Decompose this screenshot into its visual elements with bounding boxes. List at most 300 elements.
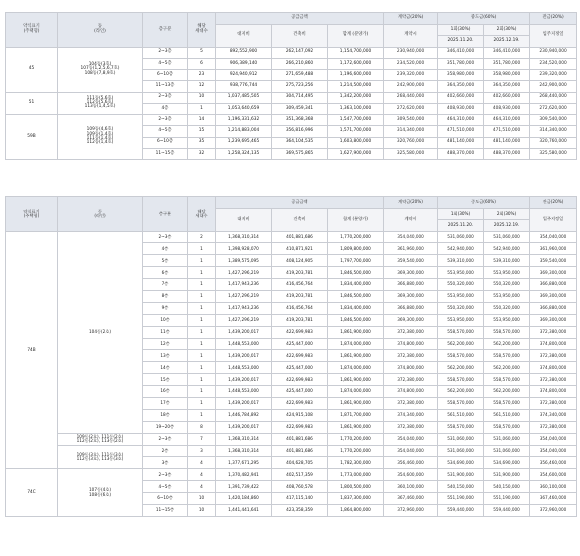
deposit-cell: 354,040,000 xyxy=(384,433,438,445)
interim1-cell: 481,140,000 xyxy=(438,137,484,148)
balance-cell: 354,040,000 xyxy=(530,231,577,243)
building-cost-cell: 401,881,686 xyxy=(272,433,328,445)
land-cost-cell: 1,439,200,017 xyxy=(216,421,272,433)
interim2-cell: 562,200,000 xyxy=(484,338,530,350)
land-cost-cell: 1,427,296,219 xyxy=(216,314,272,326)
interim1-cell: 559,440,000 xyxy=(438,504,484,516)
building-cost-cell: 364,104,535 xyxy=(272,137,328,148)
interim1-cell: 562,200,000 xyxy=(438,386,484,398)
interim2-cell: 562,200,000 xyxy=(484,362,530,374)
building-cost-cell: 271,659,488 xyxy=(272,70,328,81)
deposit-cell: 309,540,000 xyxy=(384,115,438,126)
units-cell: 35 xyxy=(188,137,216,148)
balance-cell: 372,960,000 xyxy=(530,504,577,516)
units-cell: 4 xyxy=(188,457,216,469)
deposit-cell: 268,440,000 xyxy=(384,92,438,103)
units-cell: 1 xyxy=(188,267,216,279)
header-floor: 층구분 xyxy=(143,197,188,232)
interim2-cell: 531,060,000 xyxy=(484,433,530,445)
deposit-cell: 366,880,000 xyxy=(384,279,438,291)
land-cost-cell: 1,368,310,314 xyxy=(216,445,272,457)
floor-cell: 15층 xyxy=(143,374,188,386)
balance-cell: 360,100,000 xyxy=(530,481,577,493)
building-cost-cell: 266,210,860 xyxy=(272,58,328,69)
interim1-cell: 358,980,000 xyxy=(438,70,484,81)
interim1-cell: 561,510,000 xyxy=(438,409,484,421)
units-cell: 1 xyxy=(188,103,216,114)
floor-cell: 6~10층 xyxy=(143,137,188,148)
header-interim2-date: 2025.12.19. xyxy=(484,220,530,232)
interim2-cell: 540,150,000 xyxy=(484,481,530,493)
total-price-cell: 1,571,700,000 xyxy=(328,126,384,137)
floor-cell: 4층 xyxy=(143,103,188,114)
floor-cell: 11~15층 xyxy=(143,148,188,159)
land-cost-cell: 1,368,310,314 xyxy=(216,231,272,243)
building-cost-cell: 423,358,359 xyxy=(272,504,328,516)
building-cost-cell: 404,628,705 xyxy=(272,457,328,469)
land-cost-cell: 1,448,553,000 xyxy=(216,338,272,350)
table-row xyxy=(6,47,577,58)
units-cell: 10 xyxy=(188,92,216,103)
dong-cell: 109동(3호), 111동(3호) 112동(3호), 113동(3호) xyxy=(58,445,143,469)
balance-cell: 366,880,000 xyxy=(530,302,577,314)
deposit-cell: 360,100,000 xyxy=(384,481,438,493)
building-cost-cell: 419,203,781 xyxy=(272,314,328,326)
deposit-cell: 320,760,000 xyxy=(384,137,438,148)
deposit-cell: 354,040,000 xyxy=(384,231,438,243)
interim2-cell: 558,570,000 xyxy=(484,326,530,338)
header-interim1: 1회(30%) xyxy=(438,24,484,36)
total-price-cell: 1,773,000,000 xyxy=(328,469,384,481)
building-cost-cell: 422,699,983 xyxy=(272,350,328,362)
total-price-cell: 1,871,700,000 xyxy=(328,409,384,421)
header-deposit-sub: 계약시 xyxy=(384,24,438,47)
balance-cell: 374,800,000 xyxy=(530,338,577,350)
interim1-cell: 553,950,000 xyxy=(438,267,484,279)
land-cost-cell: 1,239,695,465 xyxy=(216,137,272,148)
table-row xyxy=(6,445,577,457)
header-interim: 중도금(60%) xyxy=(438,13,530,25)
building-cost-cell: 309,459,341 xyxy=(272,103,328,114)
building-cost-cell: 422,699,983 xyxy=(272,421,328,433)
interim1-cell: 351,780,000 xyxy=(438,58,484,69)
deposit-cell: 239,320,000 xyxy=(384,70,438,81)
total-price-cell: 1,846,500,000 xyxy=(328,314,384,326)
total-price-cell: 1,861,900,000 xyxy=(328,374,384,386)
balance-cell: 361,960,000 xyxy=(530,243,577,255)
deposit-cell: 372,380,000 xyxy=(384,350,438,362)
dong-cell: 109동(2호), 111동(2호) 112동(2호), 113동(2호) xyxy=(58,433,143,445)
land-cost-cell: 1,037,485,505 xyxy=(216,92,272,103)
balance-cell: 374,800,000 xyxy=(530,362,577,374)
interim2-cell: 464,310,000 xyxy=(484,115,530,126)
floor-cell: 11층 xyxy=(143,326,188,338)
deposit-cell: 374,800,000 xyxy=(384,338,438,350)
header-deposit: 계약금(20%) xyxy=(384,197,438,209)
land-cost-cell: 1,196,331,632 xyxy=(216,115,272,126)
header-balance-sub: 입주지정일 xyxy=(530,208,577,231)
land-cost-cell: 1,439,200,017 xyxy=(216,397,272,409)
interim2-cell: 558,570,000 xyxy=(484,374,530,386)
price-table-2 xyxy=(5,196,577,517)
building-cost-cell: 425,447,000 xyxy=(272,386,328,398)
header-interim1: 1회(30%) xyxy=(438,208,484,220)
interim2-cell: 402,660,000 xyxy=(484,92,530,103)
header-interim1-date: 2025.11.20. xyxy=(438,220,484,232)
deposit-cell: 372,380,000 xyxy=(384,374,438,386)
interim2-cell: 408,930,000 xyxy=(484,103,530,114)
dong-cell: 111동(5,6호) 112동(5,6호) 113동(1,4,5호) xyxy=(58,92,143,115)
balance-cell: 239,320,000 xyxy=(530,70,577,81)
balance-cell: 372,380,000 xyxy=(530,397,577,409)
units-cell: 1 xyxy=(188,350,216,362)
price-table-1 xyxy=(5,12,577,160)
building-cost-cell: 262,147,092 xyxy=(272,47,328,58)
balance-cell: 325,580,000 xyxy=(530,148,577,159)
interim1-cell: 531,060,000 xyxy=(438,231,484,243)
interim1-cell: 558,570,000 xyxy=(438,326,484,338)
total-price-cell: 1,874,000,000 xyxy=(328,338,384,350)
table-2-body xyxy=(6,231,577,516)
units-cell: 2 xyxy=(188,231,216,243)
building-cost-cell: 425,447,000 xyxy=(272,362,328,374)
total-price-cell: 1,874,000,000 xyxy=(328,386,384,398)
units-cell: 10 xyxy=(188,504,216,516)
building-cost-cell: 369,575,865 xyxy=(272,148,328,159)
dong-cell: 104동(2호) xyxy=(58,231,143,433)
building-cost-cell: 356,816,996 xyxy=(272,126,328,137)
units-cell: 1 xyxy=(188,397,216,409)
floor-cell: 12층 xyxy=(143,338,188,350)
interim2-cell: 471,510,000 xyxy=(484,126,530,137)
total-price-cell: 1,861,900,000 xyxy=(328,350,384,362)
balance-cell: 369,300,000 xyxy=(530,314,577,326)
floor-cell: 13층 xyxy=(143,350,188,362)
interim2-cell: 553,950,000 xyxy=(484,314,530,326)
land-cost-cell: 1,417,943,236 xyxy=(216,279,272,291)
balance-cell: 354,600,000 xyxy=(530,469,577,481)
interim2-cell: 562,200,000 xyxy=(484,386,530,398)
building-cost-cell: 351,368,368 xyxy=(272,115,328,126)
land-cost-cell: 1,391,739,422 xyxy=(216,481,272,493)
building-cost-cell: 417,115,140 xyxy=(272,493,328,505)
header-land: 대지비 xyxy=(216,208,272,231)
deposit-cell: 369,300,000 xyxy=(384,267,438,279)
deposit-cell: 369,300,000 xyxy=(384,314,438,326)
building-cost-cell: 419,203,781 xyxy=(272,290,328,302)
interim1-cell: 553,950,000 xyxy=(438,314,484,326)
building-cost-cell: 304,714,495 xyxy=(272,92,328,103)
floor-cell: 6~10층 xyxy=(143,493,188,505)
header-balance: 잔금(20%) xyxy=(530,197,577,209)
units-cell: 1 xyxy=(188,326,216,338)
land-cost-cell: 1,377,671,295 xyxy=(216,457,272,469)
deposit-cell: 354,600,000 xyxy=(384,469,438,481)
units-cell: 4 xyxy=(188,481,216,493)
floor-cell: 3층 xyxy=(143,457,188,469)
table-row xyxy=(6,433,577,445)
land-cost-cell: 1,389,575,095 xyxy=(216,255,272,267)
total-price-cell: 1,834,400,000 xyxy=(328,279,384,291)
total-price-cell: 1,874,000,000 xyxy=(328,362,384,374)
interim1-cell: 534,690,000 xyxy=(438,457,484,469)
deposit-cell: 354,040,000 xyxy=(384,445,438,457)
header-dong: 동 (라인) xyxy=(58,13,143,48)
units-cell: 1 xyxy=(188,302,216,314)
header-interim: 중도금(60%) xyxy=(438,197,530,209)
units-cell: 3 xyxy=(188,445,216,457)
balance-cell: 230,940,000 xyxy=(530,47,577,58)
total-price-cell: 1,800,500,000 xyxy=(328,481,384,493)
total-price-cell: 1,834,400,000 xyxy=(328,302,384,314)
land-cost-cell: 1,427,296,219 xyxy=(216,290,272,302)
units-cell: 1 xyxy=(188,409,216,421)
interim2-cell: 358,980,000 xyxy=(484,70,530,81)
interim1-cell: 550,320,000 xyxy=(438,279,484,291)
balance-cell: 372,380,000 xyxy=(530,350,577,362)
interim1-cell: 540,150,000 xyxy=(438,481,484,493)
land-cost-cell: 1,420,184,860 xyxy=(216,493,272,505)
dong-cell: 104동(3호) 107동(1,2,5,6,7호) 108동(7,8,9호) xyxy=(58,47,143,92)
land-cost-cell: 1,446,784,892 xyxy=(216,409,272,421)
total-price-cell: 1,770,200,000 xyxy=(328,433,384,445)
total-price-cell: 1,342,200,000 xyxy=(328,92,384,103)
interim1-cell: 550,320,000 xyxy=(438,302,484,314)
total-price-cell: 1,861,900,000 xyxy=(328,326,384,338)
total-price-cell: 1,547,700,000 xyxy=(328,115,384,126)
deposit-cell: 272,620,000 xyxy=(384,103,438,114)
header-interim2: 2회(30%) xyxy=(484,208,530,220)
building-cost-cell: 402,517,359 xyxy=(272,469,328,481)
units-cell: 8 xyxy=(188,421,216,433)
balance-cell: 242,900,000 xyxy=(530,81,577,92)
interim1-cell: 562,200,000 xyxy=(438,362,484,374)
floor-cell: 9층 xyxy=(143,302,188,314)
header-building: 건축비 xyxy=(272,208,328,231)
interim2-cell: 346,410,000 xyxy=(484,47,530,58)
balance-cell: 369,300,000 xyxy=(530,290,577,302)
interim1-cell: 562,200,000 xyxy=(438,338,484,350)
type-cell: 74B xyxy=(6,231,58,469)
balance-cell: 234,520,000 xyxy=(530,58,577,69)
total-price-cell: 1,363,100,000 xyxy=(328,103,384,114)
header-interim2-date: 2025.12.19. xyxy=(484,36,530,48)
table-row xyxy=(6,231,577,243)
interim2-cell: 488,370,000 xyxy=(484,148,530,159)
floor-cell: 2~3층 xyxy=(143,47,188,58)
interim1-cell: 364,350,000 xyxy=(438,81,484,92)
units-cell: 1 xyxy=(188,386,216,398)
land-cost-cell: 1,448,553,000 xyxy=(216,362,272,374)
deposit-cell: 372,380,000 xyxy=(384,421,438,433)
balance-cell: 314,340,000 xyxy=(530,126,577,137)
interim1-cell: 471,510,000 xyxy=(438,126,484,137)
table-row xyxy=(6,92,577,103)
land-cost-cell: 938,776,744 xyxy=(216,81,272,92)
interim2-cell: 553,950,000 xyxy=(484,290,530,302)
header-deposit-sub: 계약시 xyxy=(384,208,438,231)
total-price-cell: 1,627,900,000 xyxy=(328,148,384,159)
interim1-cell: 488,370,000 xyxy=(438,148,484,159)
land-cost-cell: 1,439,200,017 xyxy=(216,350,272,362)
header-supply-price: 공급금액 xyxy=(216,13,384,25)
header-units: 해당 세대수 xyxy=(188,13,216,48)
land-cost-cell: 1,258,324,135 xyxy=(216,148,272,159)
header-type: 약식표기 (주택형) xyxy=(6,13,58,48)
deposit-cell: 359,540,000 xyxy=(384,255,438,267)
building-cost-cell: 416,456,764 xyxy=(272,279,328,291)
units-cell: 1 xyxy=(188,279,216,291)
interim2-cell: 531,060,000 xyxy=(484,445,530,457)
deposit-cell: 372,380,000 xyxy=(384,397,438,409)
interim2-cell: 542,940,000 xyxy=(484,243,530,255)
deposit-cell: 325,580,000 xyxy=(384,148,438,159)
floor-cell: 11~15층 xyxy=(143,504,188,516)
units-cell: 6 xyxy=(188,58,216,69)
land-cost-cell: 1,053,640,659 xyxy=(216,103,272,114)
units-cell: 1 xyxy=(188,374,216,386)
land-cost-cell: 1,398,928,070 xyxy=(216,243,272,255)
land-cost-cell: 1,370,482,941 xyxy=(216,469,272,481)
interim1-cell: 542,940,000 xyxy=(438,243,484,255)
interim2-cell: 531,060,000 xyxy=(484,231,530,243)
interim1-cell: 531,060,000 xyxy=(438,445,484,457)
deposit-cell: 361,960,000 xyxy=(384,243,438,255)
building-cost-cell: 401,881,686 xyxy=(272,445,328,457)
floor-cell: 4층 xyxy=(143,243,188,255)
floor-cell: 2층 xyxy=(143,445,188,457)
balance-cell: 372,380,000 xyxy=(530,374,577,386)
interim1-cell: 539,310,000 xyxy=(438,255,484,267)
type-cell: 59B xyxy=(6,115,58,160)
balance-cell: 268,440,000 xyxy=(530,92,577,103)
units-cell: 7 xyxy=(188,433,216,445)
land-cost-cell: 1,214,883,004 xyxy=(216,126,272,137)
interim1-cell: 558,570,000 xyxy=(438,350,484,362)
table-row xyxy=(6,115,577,126)
interim1-cell: 531,900,000 xyxy=(438,469,484,481)
deposit-cell: 356,460,000 xyxy=(384,457,438,469)
units-cell: 4 xyxy=(188,469,216,481)
units-cell: 1 xyxy=(188,290,216,302)
balance-cell: 372,380,000 xyxy=(530,326,577,338)
units-cell: 5 xyxy=(188,47,216,58)
total-price-cell: 1,837,300,000 xyxy=(328,493,384,505)
deposit-cell: 314,340,000 xyxy=(384,126,438,137)
interim1-cell: 551,190,000 xyxy=(438,493,484,505)
balance-cell: 369,300,000 xyxy=(530,267,577,279)
building-cost-cell: 419,203,781 xyxy=(272,267,328,279)
interim2-cell: 551,190,000 xyxy=(484,493,530,505)
balance-cell: 374,800,000 xyxy=(530,386,577,398)
interim2-cell: 559,440,000 xyxy=(484,504,530,516)
interim2-cell: 550,320,000 xyxy=(484,279,530,291)
interim2-cell: 561,510,000 xyxy=(484,409,530,421)
deposit-cell: 372,960,000 xyxy=(384,504,438,516)
building-cost-cell: 422,699,983 xyxy=(272,326,328,338)
table-row xyxy=(6,469,577,481)
interim2-cell: 553,950,000 xyxy=(484,267,530,279)
balance-cell: 320,760,000 xyxy=(530,137,577,148)
deposit-cell: 372,380,000 xyxy=(384,326,438,338)
building-cost-cell: 410,871,921 xyxy=(272,243,328,255)
units-cell: 1 xyxy=(188,255,216,267)
balance-cell: 309,540,000 xyxy=(530,115,577,126)
total-price-cell: 1,770,200,000 xyxy=(328,445,384,457)
units-cell: 1 xyxy=(188,338,216,350)
balance-cell: 359,540,000 xyxy=(530,255,577,267)
floor-cell: 4~5층 xyxy=(143,126,188,137)
balance-cell: 374,340,000 xyxy=(530,409,577,421)
units-cell: 15 xyxy=(188,126,216,137)
interim2-cell: 351,780,000 xyxy=(484,58,530,69)
deposit-cell: 374,800,000 xyxy=(384,386,438,398)
land-cost-cell: 1,368,310,314 xyxy=(216,433,272,445)
interim1-cell: 553,950,000 xyxy=(438,290,484,302)
interim1-cell: 558,570,000 xyxy=(438,374,484,386)
deposit-cell: 230,940,000 xyxy=(384,47,438,58)
interim2-cell: 531,900,000 xyxy=(484,469,530,481)
total-price-cell: 1,603,800,000 xyxy=(328,137,384,148)
land-cost-cell: 1,427,296,219 xyxy=(216,267,272,279)
deposit-cell: 242,900,000 xyxy=(384,81,438,92)
land-cost-cell: 1,441,441,641 xyxy=(216,504,272,516)
balance-cell: 367,460,000 xyxy=(530,493,577,505)
total-price-cell: 1,154,700,000 xyxy=(328,47,384,58)
table-1-body xyxy=(6,47,577,160)
header-building: 건축비 xyxy=(272,24,328,47)
floor-cell: 6~10층 xyxy=(143,70,188,81)
interim1-cell: 346,410,000 xyxy=(438,47,484,58)
header-balance: 잔금(20%) xyxy=(530,13,577,25)
balance-cell: 354,040,000 xyxy=(530,445,577,457)
interim1-cell: 464,310,000 xyxy=(438,115,484,126)
deposit-cell: 374,800,000 xyxy=(384,362,438,374)
deposit-cell: 366,880,000 xyxy=(384,302,438,314)
land-cost-cell: 892,552,900 xyxy=(216,47,272,58)
balance-cell: 356,460,000 xyxy=(530,457,577,469)
header-deposit: 계약금(20%) xyxy=(384,13,438,25)
balance-cell: 366,880,000 xyxy=(530,279,577,291)
deposit-cell: 234,520,000 xyxy=(384,58,438,69)
building-cost-cell: 275,723,256 xyxy=(272,81,328,92)
type-cell: 45 xyxy=(6,47,58,92)
header-total: 합계 (분양가) xyxy=(328,24,384,47)
dong-cell: 109동(4,6호) 109동(1,4호) 111동(1,4호) 112동(1,4호) xyxy=(58,115,143,160)
interim1-cell: 408,930,000 xyxy=(438,103,484,114)
total-price-cell: 1,861,900,000 xyxy=(328,421,384,433)
units-cell: 1 xyxy=(188,243,216,255)
header-supply-price: 공급금액 xyxy=(216,197,384,209)
floor-cell: 11~13층 xyxy=(143,81,188,92)
total-price-cell: 1,846,500,000 xyxy=(328,267,384,279)
floor-cell: 2~3층 xyxy=(143,231,188,243)
header-total: 합계 (분양가) xyxy=(328,208,384,231)
total-price-cell: 1,214,500,000 xyxy=(328,81,384,92)
land-cost-cell: 1,448,553,000 xyxy=(216,386,272,398)
units-cell: 32 xyxy=(188,148,216,159)
building-cost-cell: 424,915,108 xyxy=(272,409,328,421)
floor-cell: 10층 xyxy=(143,314,188,326)
land-cost-cell: 1,417,943,236 xyxy=(216,302,272,314)
deposit-cell: 369,300,000 xyxy=(384,290,438,302)
floor-cell: 19~20층 xyxy=(143,421,188,433)
total-price-cell: 1,172,600,000 xyxy=(328,58,384,69)
interim2-cell: 539,310,000 xyxy=(484,255,530,267)
balance-cell: 372,380,000 xyxy=(530,421,577,433)
floor-cell: 8층 xyxy=(143,290,188,302)
floor-cell: 17층 xyxy=(143,397,188,409)
